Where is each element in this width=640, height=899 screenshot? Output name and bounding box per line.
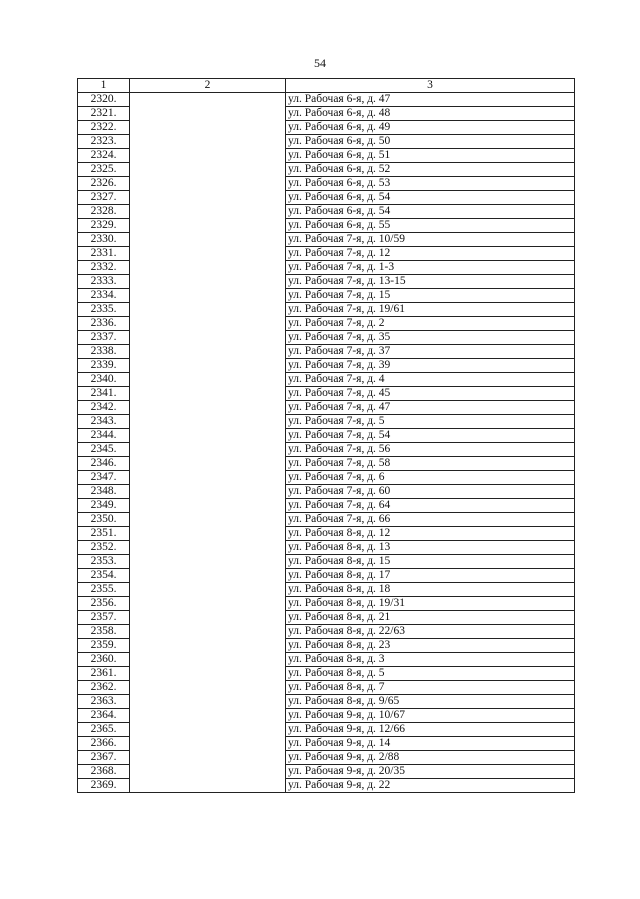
address-cell: ул. Рабочая 6-я, д. 49 <box>286 121 575 135</box>
address-cell: ул. Рабочая 8-я, д. 3 <box>286 653 575 667</box>
address-cell: ул. Рабочая 7-я, д. 15 <box>286 289 575 303</box>
row-number: 2336. <box>78 317 130 331</box>
row-number: 2345. <box>78 443 130 457</box>
row-number: 2369. <box>78 779 130 793</box>
row-number: 2328. <box>78 205 130 219</box>
row-number: 2363. <box>78 695 130 709</box>
row-number: 2343. <box>78 415 130 429</box>
row-number: 2339. <box>78 359 130 373</box>
column-header-2: 2 <box>130 79 286 93</box>
row-number: 2320. <box>78 93 130 107</box>
row-number: 2341. <box>78 387 130 401</box>
row-number: 2351. <box>78 527 130 541</box>
column-header-3: 3 <box>286 79 575 93</box>
row-number: 2338. <box>78 345 130 359</box>
row-number: 2332. <box>78 261 130 275</box>
table-header-row <box>78 79 575 93</box>
row-number: 2359. <box>78 639 130 653</box>
row-number: 2352. <box>78 541 130 555</box>
row-number: 2340. <box>78 373 130 387</box>
address-cell: ул. Рабочая 6-я, д. 55 <box>286 219 575 233</box>
address-cell: ул. Рабочая 6-я, д. 52 <box>286 163 575 177</box>
address-cell: ул. Рабочая 7-я, д. 47 <box>286 401 575 415</box>
address-cell: ул. Рабочая 7-я, д. 6 <box>286 471 575 485</box>
address-cell: ул. Рабочая 7-я, д. 60 <box>286 485 575 499</box>
address-cell: ул. Рабочая 7-я, д. 13-15 <box>286 275 575 289</box>
row-number: 2355. <box>78 583 130 597</box>
address-cell: ул. Рабочая 7-я, д. 58 <box>286 457 575 471</box>
row-number: 2334. <box>78 289 130 303</box>
address-cell: ул. Рабочая 7-я, д. 37 <box>286 345 575 359</box>
address-cell: ул. Рабочая 9-я, д. 2/88 <box>286 751 575 765</box>
row-number: 2356. <box>78 597 130 611</box>
row-number: 2367. <box>78 751 130 765</box>
address-cell: ул. Рабочая 8-я, д. 21 <box>286 611 575 625</box>
row-number: 2333. <box>78 275 130 289</box>
address-cell: ул. Рабочая 7-я, д. 35 <box>286 331 575 345</box>
row-number: 2330. <box>78 233 130 247</box>
row-number: 2366. <box>78 737 130 751</box>
row-number: 2347. <box>78 471 130 485</box>
page-number: 54 <box>314 56 326 70</box>
row-number: 2348. <box>78 485 130 499</box>
address-cell: ул. Рабочая 7-я, д. 5 <box>286 415 575 429</box>
address-cell: ул. Рабочая 8-я, д. 7 <box>286 681 575 695</box>
address-cell: ул. Рабочая 7-я, д. 4 <box>286 373 575 387</box>
row-number: 2360. <box>78 653 130 667</box>
row-number: 2325. <box>78 163 130 177</box>
table-row <box>78 93 575 107</box>
address-cell: ул. Рабочая 7-я, д. 39 <box>286 359 575 373</box>
address-cell: ул. Рабочая 7-я, д. 12 <box>286 247 575 261</box>
address-cell: ул. Рабочая 8-я, д. 5 <box>286 667 575 681</box>
address-cell: ул. Рабочая 7-я, д. 45 <box>286 387 575 401</box>
row-number: 2346. <box>78 457 130 471</box>
merged-empty-cell <box>130 93 286 793</box>
address-cell: ул. Рабочая 9-я, д. 14 <box>286 737 575 751</box>
address-cell: ул. Рабочая 8-я, д. 9/65 <box>286 695 575 709</box>
row-number: 2353. <box>78 555 130 569</box>
address-cell: ул. Рабочая 6-я, д. 51 <box>286 149 575 163</box>
address-cell: ул. Рабочая 8-я, д. 17 <box>286 569 575 583</box>
address-cell: ул. Рабочая 8-я, д. 15 <box>286 555 575 569</box>
address-cell: ул. Рабочая 7-я, д. 54 <box>286 429 575 443</box>
row-number: 2327. <box>78 191 130 205</box>
address-cell: ул. Рабочая 9-я, д. 12/66 <box>286 723 575 737</box>
table-body <box>78 93 575 793</box>
address-cell: ул. Рабочая 7-я, д. 10/59 <box>286 233 575 247</box>
address-cell: ул. Рабочая 9-я, д. 20/35 <box>286 765 575 779</box>
row-number: 2321. <box>78 107 130 121</box>
row-number: 2362. <box>78 681 130 695</box>
address-cell: ул. Рабочая 9-я, д. 10/67 <box>286 709 575 723</box>
row-number: 2331. <box>78 247 130 261</box>
row-number: 2337. <box>78 331 130 345</box>
row-number: 2364. <box>78 709 130 723</box>
row-number: 2329. <box>78 219 130 233</box>
row-number: 2324. <box>78 149 130 163</box>
address-table <box>77 78 575 793</box>
address-cell: ул. Рабочая 8-я, д. 19/31 <box>286 597 575 611</box>
row-number: 2357. <box>78 611 130 625</box>
row-number: 2368. <box>78 765 130 779</box>
address-cell: ул. Рабочая 6-я, д. 48 <box>286 107 575 121</box>
address-cell: ул. Рабочая 7-я, д. 19/61 <box>286 303 575 317</box>
row-number: 2326. <box>78 177 130 191</box>
address-cell: ул. Рабочая 9-я, д. 22 <box>286 779 575 793</box>
address-cell: ул. Рабочая 6-я, д. 50 <box>286 135 575 149</box>
address-cell: ул. Рабочая 8-я, д. 22/63 <box>286 625 575 639</box>
address-cell: ул. Рабочая 7-я, д. 2 <box>286 317 575 331</box>
address-cell: ул. Рабочая 6-я, д. 53 <box>286 177 575 191</box>
row-number: 2344. <box>78 429 130 443</box>
row-number: 2349. <box>78 499 130 513</box>
column-header-1: 1 <box>78 79 130 93</box>
address-cell: ул. Рабочая 6-я, д. 54 <box>286 191 575 205</box>
row-number: 2322. <box>78 121 130 135</box>
address-cell: ул. Рабочая 6-я, д. 47 <box>286 93 575 107</box>
row-number: 2323. <box>78 135 130 149</box>
address-cell: ул. Рабочая 8-я, д. 18 <box>286 583 575 597</box>
address-cell: ул. Рабочая 7-я, д. 1-3 <box>286 261 575 275</box>
address-cell: ул. Рабочая 7-я, д. 66 <box>286 513 575 527</box>
row-number: 2365. <box>78 723 130 737</box>
row-number: 2358. <box>78 625 130 639</box>
row-number: 2350. <box>78 513 130 527</box>
row-number: 2335. <box>78 303 130 317</box>
address-cell: ул. Рабочая 7-я, д. 56 <box>286 443 575 457</box>
row-number: 2342. <box>78 401 130 415</box>
address-cell: ул. Рабочая 8-я, д. 13 <box>286 541 575 555</box>
row-number: 2361. <box>78 667 130 681</box>
address-cell: ул. Рабочая 8-я, д. 23 <box>286 639 575 653</box>
row-number: 2354. <box>78 569 130 583</box>
address-cell: ул. Рабочая 8-я, д. 12 <box>286 527 575 541</box>
address-cell: ул. Рабочая 6-я, д. 54 <box>286 205 575 219</box>
address-cell: ул. Рабочая 7-я, д. 64 <box>286 499 575 513</box>
